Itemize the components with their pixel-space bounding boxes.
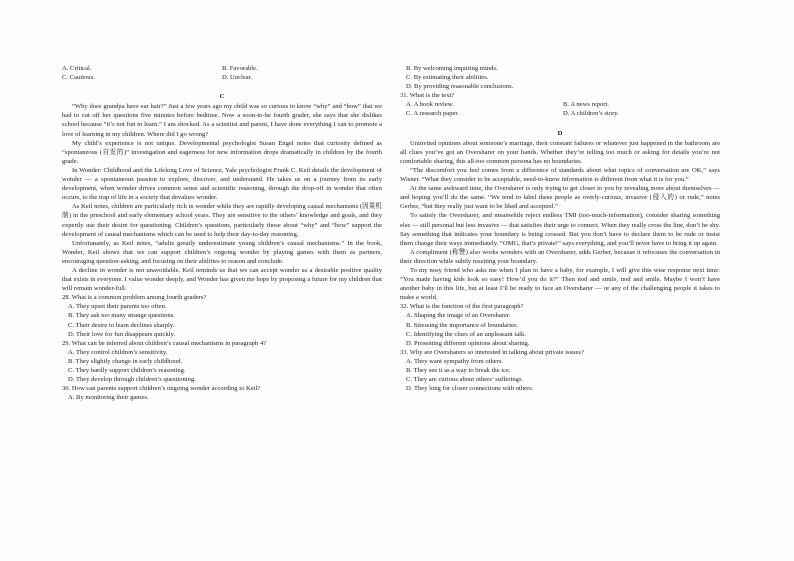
question-31-stem: 31. What is the text? — [400, 92, 455, 100]
question-30-stem: 30. How can parents support children’s ongoing wonder according to Keil? — [62, 385, 261, 393]
passage-paragraph: Uninvited opinions about someone’s marriage, their constant failures or whatever just happened in the bathroom are all clues you’ve got an Oversharer on your hands. Whether they’re telling too much or asking for details you’re not comfortable sharing, this all-too common persona has no boundaries. — [400, 139, 720, 165]
passage-paragraph: As Keil notes, children are particularly rich in wonder while they are rapidly developing causal mechanisms (因果机制) in the preschool and early elementary school years. They are sensitive to the others’ knowledge and goals, and they expertly use their desire for questioning. Children’s questions, particularly those about “why” and “how” support the development of causal mechanisms which can be used to help their day-to-day reasoning. — [62, 203, 382, 238]
prev-question-options — [62, 64, 382, 73]
prev-question-options-2 — [62, 73, 382, 82]
q31-options-row-1 — [400, 100, 720, 109]
option-b: B. Favorable. — [222, 65, 258, 72]
q31-options-row-2 — [400, 109, 720, 118]
passage-paragraph: Unfortunately, as Keil notes, “adults greatly underestimate young children’s causal mechanisms.” In the book, Wonder, Keil shows that we can support children’s ongoing wonder by playing games with them as partners, encouraging question-asking, and focusing on their abilities to reason and conclude. — [62, 239, 382, 265]
passage-paragraph: “Why does grandpa have ear hair?” Just a few years ago my child was so curious to know “why” and “how” that we had to cut off her questions five minutes before bedtime. Now a soon-to-be fourth grader, she says that she dislikes school because “it’s not fun to learn.” I am shocked. As a scientist and parent, I have done everything I can to promote a love of learning in my children. Where did I go wrong? — [62, 103, 382, 138]
q32-option-a: A. Shaping the image of an Oversharer. — [406, 312, 511, 320]
q31-option-b: B. A news report. — [563, 101, 609, 109]
passage-paragraph: To my nosy friend who asks me when I plan to have a baby, for example, I will give this wise response next time: “You made having kids look so easy! How’d you do it?” Then nod and smile, nod and smile. Maybe I won’t have another baby in this life, but at least I’ll be ready to face an Oversharer — or any of the challenging people it takes to make a world. — [400, 266, 720, 302]
option-a: A. Critical. — [62, 65, 92, 72]
q31-option-a: A. A book review. — [406, 101, 454, 109]
q30-option-c: C. By estimating their abilities. — [406, 74, 489, 82]
option-c: C. Cautious. — [62, 74, 95, 82]
question-32-stem: 32. What is the function of the first paragraph? — [400, 303, 524, 311]
question-33-stem: 33. Why are Oversharers so interested in talking about private issues? — [400, 348, 584, 356]
q33-option-d: D. They long for closer connections with others. — [406, 385, 534, 393]
q33-option-b: B. They see it as a way to break the ice. — [406, 367, 511, 374]
option-d: D. Unclear. — [222, 74, 253, 82]
q29-option-d: D. They develop through children’s questioning. — [68, 376, 196, 384]
q32-option-d: D. Presenting different opinions about sharing. — [406, 339, 530, 347]
q29-option-b: B. They slightly change in early childhood. — [68, 357, 183, 365]
q31-option-c: C. A research paper. — [406, 110, 459, 118]
q30-option-a: A. By monitoring their games. — [68, 394, 149, 402]
q33-option-c: C. They are curious about others’ sufferings. — [406, 376, 524, 384]
passage-paragraph: “The discomfort you feel comes from a difference of standards about what topics of conversation are OK,” says Wisner. “What they consider to be acceptable, need-to-know information is different from what it is for you.” — [400, 166, 720, 184]
passage-paragraph: My child’s experience is not unique. Developmental psychologist Susan Engel notes that curiosity defined as “spontaneous (自发的)” investigation and eagerness for new information drops dramatically in children by the fourth grade. — [62, 139, 382, 165]
passage-paragraph: To satisfy the Oversharer, and meanwhile reject endless TMI (too-much-information), consider sharing something else — still personal but less invasive — that satisfies their urge to connect. When they really cross the line, don’t be shy. Say something that indicates your boundary is being crossed. But you don’t have to declare them to be rude or insist them change their ways immediately. “OMG, that’s private!” says everything, and you’ll never have to bring it up again. — [400, 212, 720, 247]
left-column — [62, 64, 382, 402]
question-29-stem: 29. What can be inferred about children’s causal mechanisms in paragraph 4? — [62, 339, 267, 347]
q31-option-d: D. A children’s story. — [563, 110, 619, 118]
q29-option-a: A. They control children’s sensitivity. — [68, 348, 168, 356]
q30-option-d: D. By providing reasonable conclusions. — [406, 83, 514, 91]
passage-paragraph: A decline in wonder is not unavoidable. Keil reminds us that we can accept wonder as a desirable positive quality that exists in everyone. I value wonder deeply, and Wonder has given me hope by proposing a future for my children that will remain wonder-full. — [62, 266, 382, 293]
q28-option-d: D. Their love for fun disappears quickly. — [68, 330, 176, 338]
q30-option-b: B. By welcoming inquiring minds. — [406, 65, 498, 72]
q28-option-a: A. They upset their parents too often. — [68, 303, 167, 311]
q28-option-c: C. Their desire to learn declines sharply. — [68, 321, 175, 329]
section-label-c: C — [219, 93, 225, 101]
q29-option-c: C. They hardly support children’s reasoning. — [68, 367, 186, 374]
section-label-d: D — [557, 129, 563, 137]
right-column — [400, 64, 720, 393]
question-28-stem: 28. What is a common problem among fourth graders? — [62, 294, 207, 302]
passage-paragraph: In Wonder: Childhood and the Lifelong Love of Science, Yale psychologist Frank C. Keil details the development of wonder — a spontaneous passion to explore, discover, and understand. He takes us on a journey from its early development, when wonder drives common sense and scientific reasoning, through the drop-off in wonder that often occurs, to the trap of life in a society that devalues wonder. — [62, 166, 382, 202]
q28-option-b: B. They ask too many strange questions. — [68, 312, 175, 320]
passage-paragraph: A compliment (称赞) also works wonders with an Oversharer, adds Gerber, because it refocuses the conversation in their direction while subtly resetting your boundary. — [400, 248, 720, 265]
q33-option-a: A. They want sympathy from others. — [406, 357, 504, 365]
passage-paragraph: At the same awkward time, the Oversharer is only trying to get closer to you by revealing more about themselves — and hoping you’ll do the same. “We tend to label these people as overly-curious, invasive (侵入的) or rude,” notes Gerber, “but they really just want to be liked and accepted.” — [400, 185, 720, 211]
q32-option-c: C. Identifying the clues of an unpleasant talk. — [406, 330, 526, 338]
q32-option-b: B. Stressing the importance of boundaries. — [406, 321, 519, 329]
